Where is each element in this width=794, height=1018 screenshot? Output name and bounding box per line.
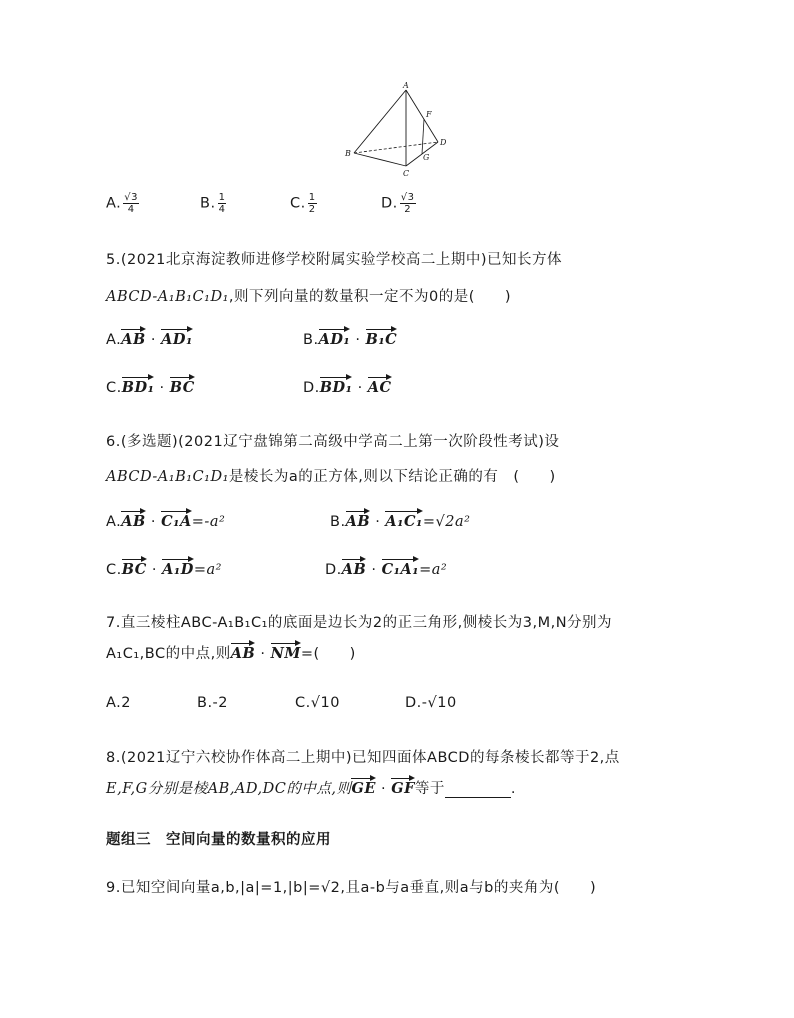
edge-AD <box>406 90 438 142</box>
q6-option-c: C.BC · A₁D=a² <box>106 556 222 578</box>
q4-option-c: C. $\frac{1}{2}$ <box>290 192 316 215</box>
q6-option-d: D.AB · C₁A₁=a² <box>325 556 447 578</box>
fraction: $\frac{√3}{4}$ <box>124 192 139 215</box>
q8-stem-line1: 8.(2021辽宁六校协作体高二上期中)已知四面体ABCD的每条棱长都等于2,点 <box>106 750 620 766</box>
label-B: B <box>345 149 351 158</box>
edge-BC <box>354 153 406 166</box>
q4-option-b: B. $\frac{1}{4}$ <box>200 192 226 215</box>
q5-stem-line2: ABCD-A₁B₁C₁D₁,则下列向量的数量积一定不为0的是( ) <box>106 289 512 305</box>
q4-option-a: A. $\frac{√3}{4}$ <box>106 192 139 215</box>
label-A: A <box>403 81 409 90</box>
q6-stem-line2: ABCD-A₁B₁C₁D₁是棱长为a的正方体,则以下结论正确的有 ( ) <box>106 469 556 485</box>
q6-option-a: A.AB · C₁A=-a² <box>106 508 225 530</box>
q7-option-a: A.2 <box>106 695 131 711</box>
q7-option-b: B.-2 <box>197 695 229 711</box>
fraction: $\frac{√3}{2}$ <box>400 192 415 215</box>
segment-FG <box>422 119 424 154</box>
q7-stem-line1: 7.直三棱柱ABC-A₁B₁C₁的底面是边长为2的正三角形,侧棱长为3,M,N分别为 <box>106 615 613 631</box>
edge-AB <box>354 90 406 153</box>
q6-stem-line1: 6.(多选题)(2021辽宁盘锦第二高级中学高二上第一次阶段性考试)设 <box>106 434 560 450</box>
q7-option-d: D.-√10 <box>405 695 457 711</box>
q7-option-c: C.√10 <box>295 695 340 711</box>
q4-option-d: D. $\frac{√3}{2}$ <box>381 192 415 215</box>
fraction: $\frac{1}{4}$ <box>218 192 226 215</box>
q5-option-c: C.BD₁ · BC <box>106 374 195 396</box>
q8-stem-line2: E,F,G分别是棱AB,AD,DC的中点,则GE · GF等于 . <box>106 775 516 798</box>
q5-stem-line1: 5.(2021北京海淀教师进修学校附属实验学校高二上期中)已知长方体 <box>106 252 563 268</box>
tetrahedron-figure <box>340 80 460 180</box>
q5-option-a: A.AB · AD₁ <box>106 326 193 348</box>
answer-blank[interactable] <box>445 783 511 798</box>
q7-stem-line2: A₁C₁,BC的中点,则AB · NM=( ) <box>106 640 356 663</box>
label-F: F <box>426 110 432 119</box>
q6-option-b: B.AB · A₁C₁=√2a² <box>330 508 470 530</box>
q5-option-b: B.AD₁ · B₁C <box>303 326 397 348</box>
label-D: D <box>440 138 447 147</box>
label-C: C <box>403 169 410 178</box>
q5-option-d: D.BD₁ · AC <box>303 374 392 396</box>
label-G: G <box>423 153 430 162</box>
q9-stem: 9.已知空间向量a,b,|a|=1,|b|=√2,且a-b与a垂直,则a与b的夹角为( ) <box>106 880 597 896</box>
section-heading: 题组三 空间向量的数量积的应用 <box>106 832 331 848</box>
fraction: $\frac{1}{2}$ <box>308 192 316 215</box>
